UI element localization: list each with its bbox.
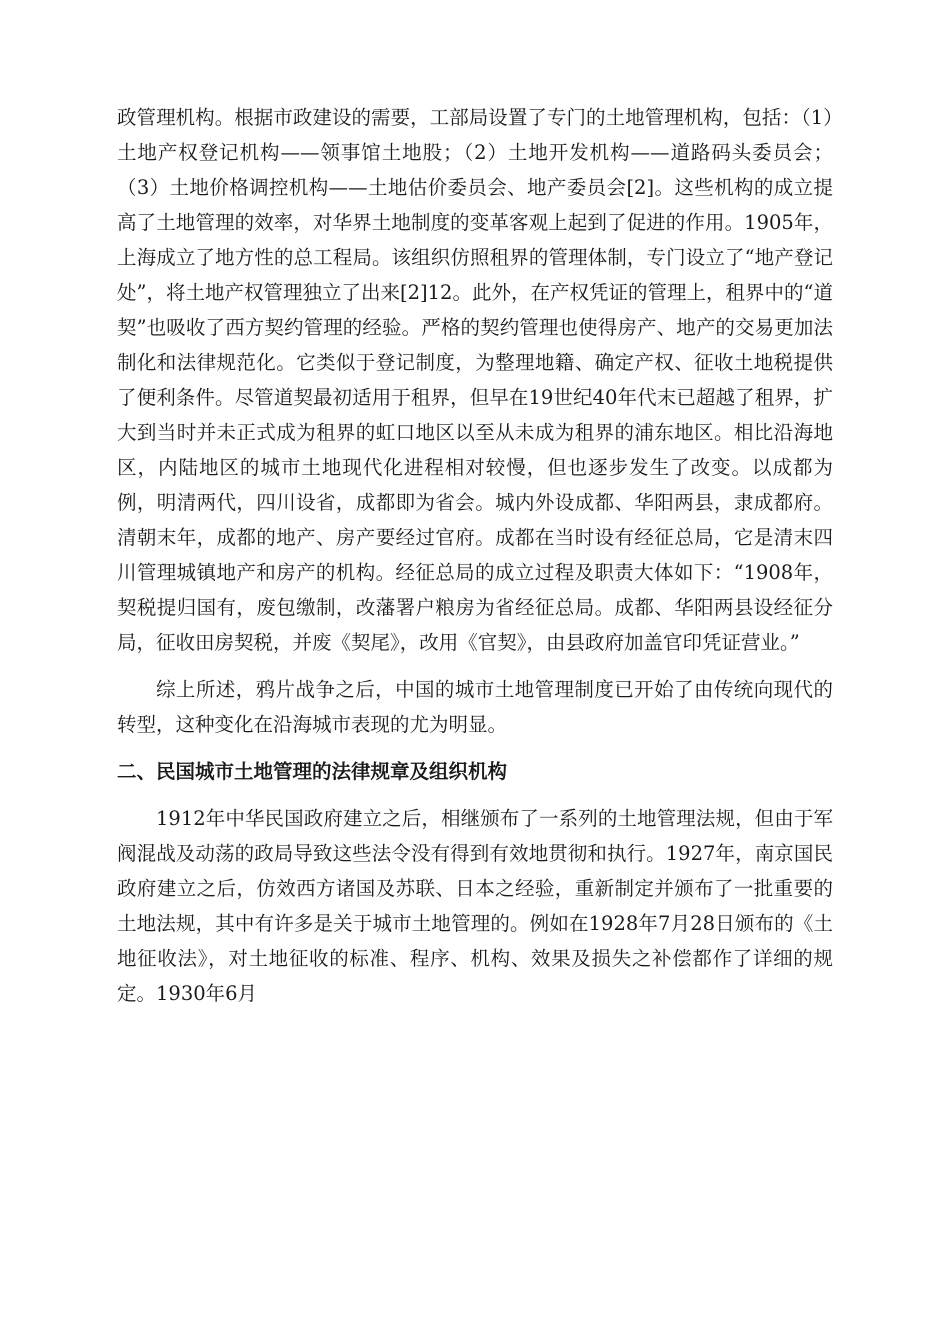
body-paragraph-republic: 1912年中华民国政府建立之后，相继颁布了一系列的土地管理法规，但由于军阀混战及动荡的政局导致这些法令没有得到有效地贯彻和执行。1927年，南京国民政府建立之后，仿效西方诸国及苏联、日本之经验，重新制定并颁布了一批重要的土地法规，其中有许多是关于城市土地管理的。例如在1928年7月28日颁布的《土地征收法》，对土地征收的标准、程序、机构、效果及损失之补偿都作了详细的规定。1930年6月	[117, 807, 833, 1005]
section-heading: 二、民国城市土地管理的法律规章及组织机构	[117, 760, 508, 783]
body-paragraph-institutions: 政管理机构。根据市政建设的需要，工部局设置了专门的土地管理机构，包括：（1）土地产权登记机构——领事馆土地股；（2）土地开发机构——道路码头委员会；（3）土地价格调控机构——土地估价委员会、地产委员会[2]。这些机构的成立提高了土地管理的效率，对华界土地制度的变革客观上起到了促进的作用。1905年，上海成立了地方性的总工程局。该组织仿照租界的管理体制，专门设立了“地产登记处”，将土地产权管理独立了出来[2]12。此外，在产权凭证的管理上，租界中的“道契”也吸收了西方契约管理的经验。严格的契约管理也使得房产、地产的交易更加法制化和法律规范化。它类似于登记制度，为整理地籍、确定产权、征收土地税提供了便利条件。尽管道契最初适用于租界，但早在19世纪40年代末已超越了租界，扩大到当时并未正式成为租界的虹口地区以至从未成为租界的浦东地区。相比沿海地区，内陆地区的城市土地现代化进程相对较慢，但也逐步发生了改变。以成都为例，明清两代，四川设省，成都即为省会。城内外设成都、华阳两县，隶成都府。清朝末年，成都的地产、房产要经过官府。成都在当时设有经征总局，它是清末四川管理城镇地产和房产的机构。经征总局的成立过程及职责大体如下：“1908年，契税提归国有，废包缴制，改藩署户粮房为省经征总局。成都、华阳两县设经征分局，征收田房契税，并废《契尾》，改用《官契》，由县政府加盖官印凭证营业。”	[117, 106, 833, 654]
body-paragraph-summary: 综上所述，鸦片战争之后，中国的城市土地管理制度已开始了由传统向现代的转型，这种变化在沿海城市表现的尤为明显。	[117, 678, 833, 736]
document-page	[117, 100, 833, 1011]
